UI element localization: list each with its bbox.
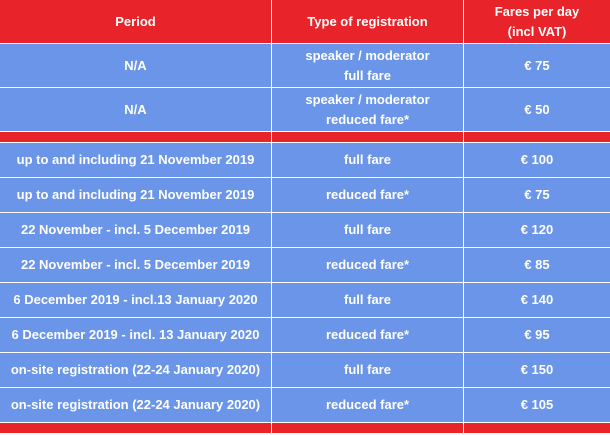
separator-cell: [464, 132, 610, 143]
header-fares-line1: Fares per day: [494, 3, 580, 19]
type-cell: [272, 283, 464, 318]
type-cell: [272, 213, 464, 248]
fare-cell: [464, 248, 610, 283]
period-text: 6 December 2019 - incl.13 January 2020: [13, 292, 258, 307]
period-cell: [0, 248, 272, 283]
table-header-row: [0, 0, 610, 44]
type-text-line2: full fare: [344, 67, 391, 83]
type-text: full fare: [344, 292, 391, 307]
period-cell: [0, 353, 272, 388]
type-cell: [272, 44, 464, 88]
header-type-label: Type of registration: [307, 13, 428, 29]
type-cell: [272, 248, 464, 283]
fare-cell: [464, 283, 610, 318]
type-text-line1: speaker / moderator: [305, 91, 430, 107]
fare-text: € 140: [520, 292, 554, 307]
fare-cell: [464, 388, 610, 423]
table-row: [0, 88, 610, 132]
header-registration-type: [272, 0, 464, 44]
fare-text: € 150: [520, 362, 554, 377]
period-text: 6 December 2019 - incl. 13 January 2020: [11, 327, 260, 342]
period-cell: [0, 388, 272, 423]
period-cell: [0, 178, 272, 213]
type-text-line1: speaker / moderator: [305, 47, 430, 63]
period-cell: [0, 88, 272, 132]
fare-text: € 95: [524, 327, 550, 342]
period-text: 22 November - incl. 5 December 2019: [20, 222, 251, 237]
table-row: [0, 283, 610, 318]
type-text: full fare: [344, 362, 391, 377]
fare-text: € 75: [524, 57, 550, 73]
fare-cell: [464, 178, 610, 213]
period-cell: [0, 44, 272, 88]
table-row: [0, 178, 610, 213]
type-text: full fare: [344, 222, 391, 237]
period-text: N/A: [124, 101, 147, 117]
period-cell: [0, 143, 272, 178]
table-row: [0, 44, 610, 88]
period-text: up to and including 21 November 2019: [16, 187, 255, 202]
type-text: reduced fare*: [325, 187, 410, 202]
separator-row: [0, 423, 610, 434]
header-period: [0, 0, 272, 44]
separator-cell: [464, 423, 610, 434]
type-cell: [272, 178, 464, 213]
type-text: reduced fare*: [325, 257, 410, 272]
fare-text: € 105: [520, 397, 554, 412]
separator-row: [0, 132, 610, 143]
type-cell: [272, 88, 464, 132]
table-row: [0, 143, 610, 178]
table-row: [0, 318, 610, 353]
header-fares-line2: (incl VAT): [507, 23, 567, 39]
separator-cell: [0, 132, 272, 143]
fare-text: € 75: [524, 187, 550, 202]
table-row: [0, 248, 610, 283]
period-cell: [0, 318, 272, 353]
period-cell: [0, 283, 272, 318]
header-fares: [464, 0, 610, 44]
type-text: reduced fare*: [325, 327, 410, 342]
fare-text: € 85: [524, 257, 550, 272]
type-cell: [272, 353, 464, 388]
period-cell: [0, 213, 272, 248]
separator-cell: [272, 423, 464, 434]
separator-cell: [272, 132, 464, 143]
period-text: N/A: [124, 57, 147, 73]
fare-text: € 50: [524, 101, 550, 117]
fare-text: € 120: [520, 222, 554, 237]
type-cell: [272, 143, 464, 178]
header-period-label: Period: [115, 13, 156, 29]
fare-cell: [464, 44, 610, 88]
period-text: on-site registration (22-24 January 2020): [10, 397, 261, 412]
fare-cell: [464, 318, 610, 353]
table-row: [0, 388, 610, 423]
fare-cell: [464, 88, 610, 132]
period-text: on-site registration (22-24 January 2020): [10, 362, 261, 377]
type-text: full fare: [344, 152, 391, 167]
period-text: 22 November - incl. 5 December 2019: [20, 257, 251, 272]
type-text-line2: reduced fare*: [325, 111, 410, 127]
fare-cell: [464, 213, 610, 248]
separator-cell: [0, 423, 272, 434]
type-cell: [272, 318, 464, 353]
type-text: reduced fare*: [325, 397, 410, 412]
table-row: [0, 353, 610, 388]
fare-cell: [464, 353, 610, 388]
type-cell: [272, 388, 464, 423]
fare-text: € 100: [520, 152, 554, 167]
period-text: up to and including 21 November 2019: [16, 152, 255, 167]
table-row: [0, 213, 610, 248]
fare-cell: [464, 143, 610, 178]
